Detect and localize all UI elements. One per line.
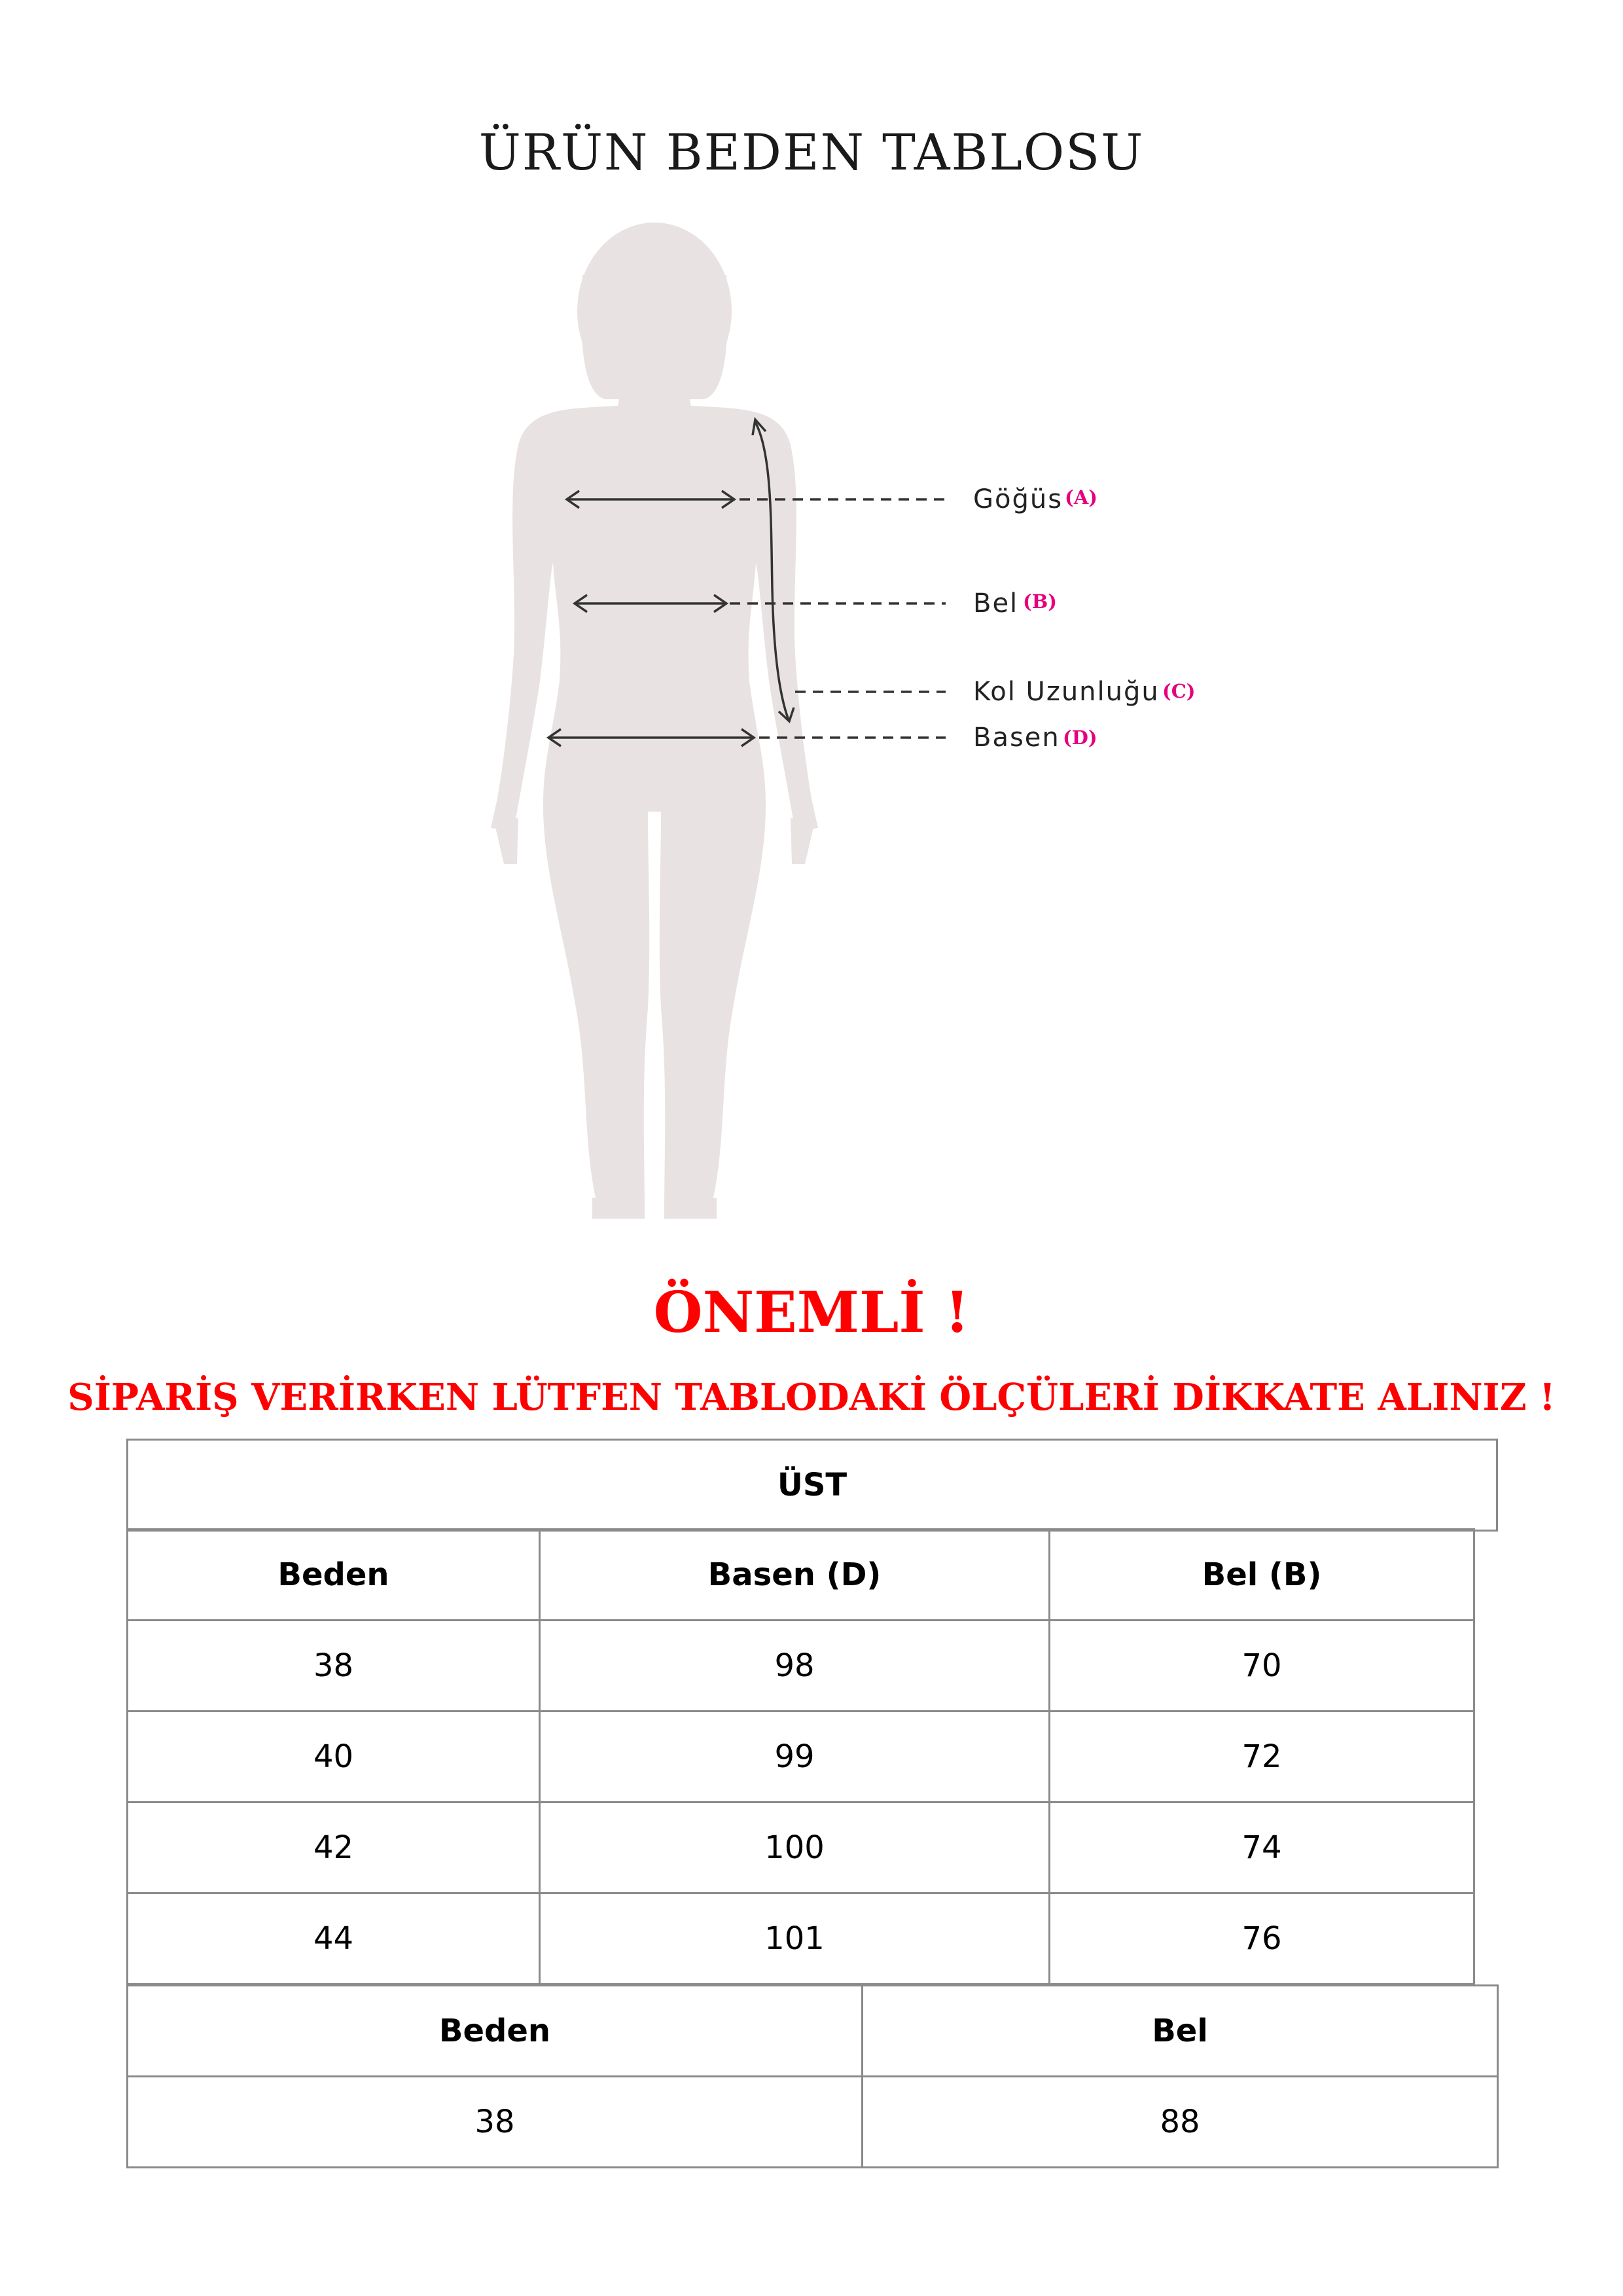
waist-tag: (B) [1023, 590, 1057, 613]
important-heading: ÖNEMLİ ! [653, 1280, 970, 1346]
section-header-table [126, 1439, 1498, 1532]
cell-basen: 99 [540, 1712, 1050, 1803]
size-table-top [126, 1528, 1475, 1985]
cell-beden: 42 [128, 1803, 540, 1893]
cell-basen: 101 [540, 1893, 1050, 1984]
arm-length-tag: (C) [1162, 680, 1196, 702]
cell-beden: 38 [128, 1621, 540, 1712]
cell-bel: 72 [1050, 1712, 1474, 1803]
size-table-bottom [126, 1984, 1499, 2168]
cell-beden: 40 [128, 1712, 540, 1803]
header-bel: Bel (B) [1050, 1530, 1474, 1621]
waist-label: Bel [973, 588, 1019, 619]
header-beden: Beden [128, 1530, 540, 1621]
cell-bel: 70 [1050, 1621, 1474, 1712]
cell-beden: 38 [128, 2077, 863, 2168]
cell-beden: 44 [128, 1893, 540, 1984]
hip-tag: (D) [1063, 726, 1097, 749]
arm-length-label: Kol Uzunluğu [973, 677, 1160, 707]
arm-length-measurement [753, 420, 1196, 721]
table-row [128, 2077, 1498, 2168]
cell-bel: 88 [863, 2077, 1498, 2168]
table-row [128, 1803, 1474, 1893]
chest-tag: (A) [1065, 486, 1097, 509]
cell-basen: 98 [540, 1621, 1050, 1712]
hip-label: Basen [973, 723, 1060, 753]
table-row [128, 1893, 1474, 1984]
header-basen: Basen (D) [540, 1530, 1050, 1621]
female-silhouette [491, 223, 818, 1219]
order-notice: SİPARİŞ VERİRKEN LÜTFEN TABLODAKİ ÖLÇÜLERİ DİKKATE ALINIZ ! [67, 1376, 1556, 1419]
cell-bel: 74 [1050, 1803, 1474, 1893]
header-beden: Beden [128, 1986, 863, 2077]
cell-basen: 100 [540, 1803, 1050, 1893]
page-title: ÜRÜN BEDEN TABLOSU [478, 123, 1145, 181]
cell-bel: 76 [1050, 1893, 1474, 1984]
table-row [128, 1621, 1474, 1712]
table-header-row [128, 1530, 1474, 1621]
table-header-row [128, 1986, 1498, 2077]
table-row [128, 1712, 1474, 1803]
header-bel: Bel [863, 1986, 1498, 2077]
section-title-ust: ÜST [128, 1440, 1497, 1531]
chest-label: Göğüs [973, 484, 1063, 514]
